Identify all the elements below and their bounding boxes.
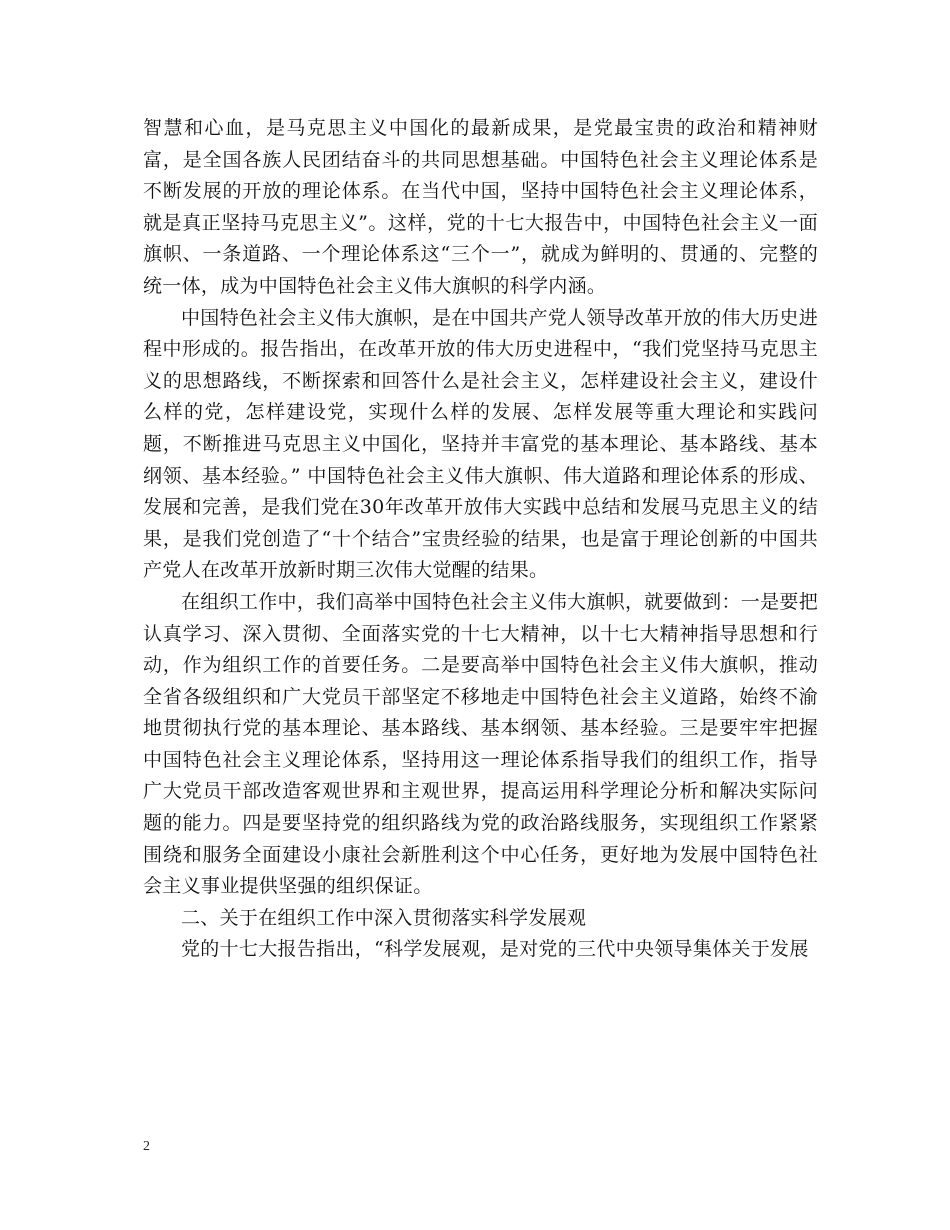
- paragraph-organization-work: 在组织工作中，我们高举中国特色社会主义伟大旗帜，就要做到：一是要把认真学习、深入贯彻、全面落实党的十七大精神，以十七大精神指导思想和行动，作为组织工作的首要任务。二是要高举中国特色社会主义伟大旗帜，推动全省各级组织和广大党员干部坚定不移地走中国特色社会主义道路，始终不渝地贯彻执行党的基本理论、基本路线、基本纲领、基本经验。三是要牢牢把握中国特色社会主义理论体系，坚持用这一理论体系指导我们的组织工作，指导广大党员干部改造客观世界和主观世界，提高运用科学理论分析和解决实际问题的能力。四是要坚持党的组织路线为党的政治路线服务，实现组织工作紧紧围绕和服务全面建设小康社会新胜利这个中心任务，更好地为发展中国特色社会主义事业提供坚强的组织保证。: [143, 590, 818, 898]
- paragraph-banner-origin: 中国特色社会主义伟大旗帜，是在中国共产党人领导改革开放的伟大历史进程中形成的。报告指出，在改革开放的伟大历史进程中，“我们党坚持马克思主义的思想路线，不断探索和回答什么是社会主义，怎样建设社会主义，建设什么样的党，怎样建设党，实现什么样的发展、怎样发展等重大理论和实践问题，不断推进马克思主义中国化，坚持并丰富党的基本理论、基本路线、基本纲领、基本经验。” 中国特色社会主义伟大旗帜、伟大道路和理论体系的形成、发展和完善，是我们党在30年改革开放伟大实践中总结和发展马克思主义的结果，是我们党创造了“十个结合”宝贵经验的结果，也是富于理论创新的中国共产党人在改革开放新时期三次伟大觉醒的结果。: [143, 306, 818, 582]
- document-body: [143, 113, 818, 966]
- paragraph-continuation: 智慧和心血，是马克思主义中国化的最新成果，是党最宝贵的政治和精神财富，是全国各族人民团结奋斗的共同思想基础。中国特色社会主义理论体系是不断发展的开放的理论体系。在当代中国，坚持中国特色社会主义理论体系，就是真正坚持马克思主义”。这样，党的十七大报告中，中国特色社会主义一面旗帜、一条道路、一个理论体系这“三个一”，就成为鲜明的、贯通的、完整的统一体，成为中国特色社会主义伟大旗帜的科学内涵。: [143, 117, 818, 297]
- page-number: 2: [143, 1139, 150, 1154]
- section-heading: 二、关于在组织工作中深入贯彻落实科学发展观: [181, 906, 587, 929]
- paragraph-scientific-development: 党的十七大报告指出，“科学发展观，是对党的三代中央领导集体关于发展: [181, 938, 809, 961]
